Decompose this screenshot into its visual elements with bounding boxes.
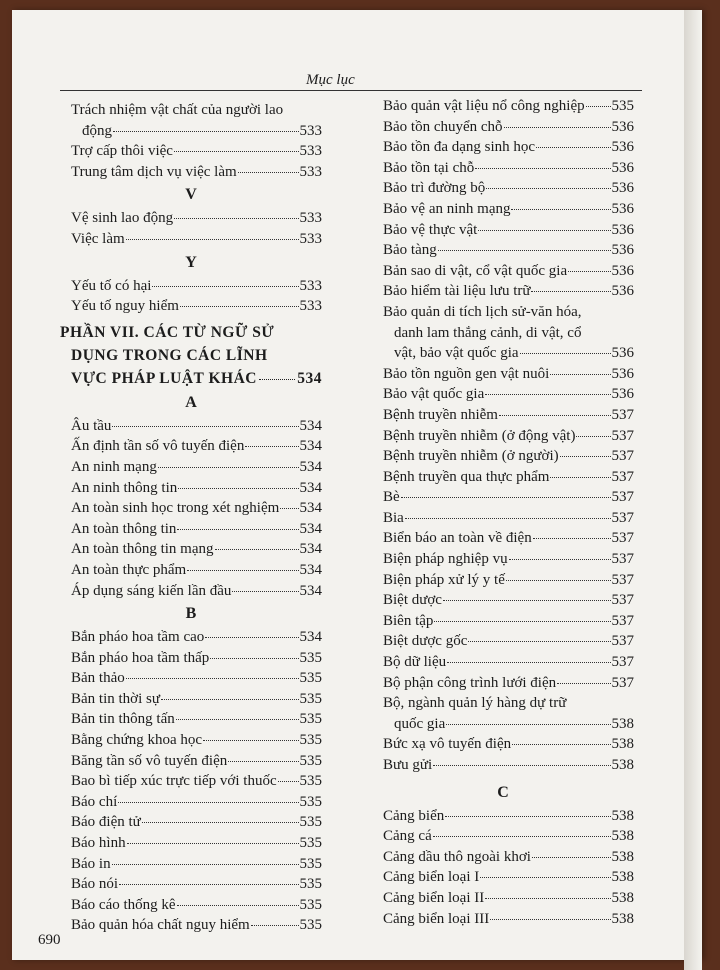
toc-entry-text: An toàn thông tin mạng bbox=[71, 541, 214, 558]
toc-entry-text: Biện pháp nghiệp vụ bbox=[383, 551, 508, 568]
toc-entry-text: Cảng biển bbox=[383, 807, 445, 824]
toc-entry-text: Bia bbox=[383, 509, 404, 526]
toc-entry-text: Bộ phận công trình lưới điện bbox=[383, 674, 557, 691]
dot-leader bbox=[557, 683, 610, 684]
dot-leader bbox=[238, 172, 299, 173]
toc-entry bbox=[372, 199, 634, 220]
toc-entry-text: Bản sao di vật, cổ vật quốc gia bbox=[383, 262, 568, 279]
page-edge bbox=[684, 10, 702, 970]
toc-entry-text: Báo điện tử bbox=[71, 814, 141, 831]
toc-entry-text: Bằng chứng khoa học bbox=[71, 732, 203, 749]
dot-leader bbox=[533, 538, 611, 539]
toc-entry-text: Ấn định tần số vô tuyến điện bbox=[71, 438, 245, 455]
toc-entry-text: Bưu gửi bbox=[383, 757, 433, 773]
header-title: Mục lục bbox=[306, 72, 355, 88]
toc-entry-text: Biển báo an toàn về điện bbox=[383, 530, 532, 547]
toc-entry-page: 537 bbox=[611, 633, 634, 650]
toc-entry-text: Bắn pháo hoa tầm thấp bbox=[71, 649, 210, 666]
toc-entry-page: 538 bbox=[611, 889, 634, 906]
toc-entry-page: 535 bbox=[299, 649, 322, 666]
toc-entry-text: Yếu tố nguy hiểm bbox=[71, 298, 179, 315]
toc-entry bbox=[60, 436, 322, 457]
dot-leader bbox=[228, 761, 298, 762]
toc-entry-page: 534 bbox=[299, 417, 322, 434]
dot-leader bbox=[215, 549, 299, 550]
toc-entry-text: Âu tầu bbox=[71, 417, 112, 434]
toc-entry-page: 537 bbox=[611, 448, 634, 465]
dot-leader bbox=[152, 286, 298, 287]
toc-entry bbox=[372, 847, 634, 868]
section-letter: V bbox=[185, 186, 197, 204]
toc-entry-text: Bệnh truyền nhiễm (ở người) bbox=[383, 448, 559, 465]
toc-entry bbox=[372, 714, 634, 735]
toc-entry bbox=[372, 405, 634, 426]
toc-entry-text: Bảo trì đường bộ bbox=[383, 180, 486, 197]
toc-entry bbox=[372, 631, 634, 652]
dot-leader bbox=[205, 637, 298, 638]
toc-entry-page: 536 bbox=[611, 262, 634, 279]
toc-entry-page: 538 bbox=[611, 715, 634, 732]
toc-entry-text: Bức xạ vô tuyến điện bbox=[383, 736, 512, 753]
toc-entry-page: 537 bbox=[611, 674, 634, 691]
dot-leader bbox=[438, 250, 611, 251]
toc-entry bbox=[60, 751, 322, 772]
dot-leader bbox=[509, 559, 611, 560]
toc-entry-page: 535 bbox=[299, 752, 322, 769]
dot-leader bbox=[434, 621, 610, 622]
toc-entry bbox=[60, 689, 322, 710]
toc-entry-text: Bản tin thông tấn bbox=[71, 711, 175, 728]
toc-entry-text: Báo in bbox=[71, 855, 111, 872]
toc-entry-text: Cảng biển loại II bbox=[383, 889, 485, 906]
toc-entry-page: 534 bbox=[299, 520, 322, 537]
toc-entry-page: 537 bbox=[611, 406, 634, 423]
dot-leader bbox=[112, 426, 298, 427]
toc-entry bbox=[60, 730, 322, 751]
section-letter: C bbox=[497, 783, 509, 801]
toc-entry-page: 535 bbox=[299, 855, 322, 872]
toc-entry-page: 536 bbox=[611, 386, 634, 403]
toc-entry-page: 534 bbox=[299, 561, 322, 578]
toc-entry-page: 535 bbox=[299, 793, 322, 810]
part-heading-page: 534 bbox=[297, 369, 322, 387]
toc-entry-page: 533 bbox=[299, 163, 322, 180]
toc-entry-page: 536 bbox=[611, 345, 634, 362]
toc-entry bbox=[372, 528, 634, 549]
toc-entry bbox=[60, 229, 322, 250]
toc-entry bbox=[60, 276, 322, 297]
dot-leader bbox=[187, 570, 298, 571]
dot-leader bbox=[485, 394, 610, 395]
dot-leader bbox=[126, 239, 299, 240]
toc-entry bbox=[372, 446, 634, 467]
toc-entry bbox=[60, 771, 322, 792]
toc-entry-text: Bệnh truyền nhiễm bbox=[383, 406, 498, 423]
toc-entry-page: 533 bbox=[299, 298, 322, 315]
dot-leader bbox=[178, 488, 298, 489]
dot-leader bbox=[447, 662, 610, 663]
toc-entry-text: Bảo quản vật liệu nổ công nghiệp bbox=[383, 98, 585, 114]
toc-entry-page: 537 bbox=[611, 489, 634, 506]
dot-leader bbox=[177, 905, 299, 906]
dot-leader bbox=[433, 836, 611, 837]
dot-leader bbox=[520, 353, 611, 354]
toc-entry-text: Bảo quản hóa chất nguy hiểm bbox=[71, 917, 250, 934]
toc-entry-page: 538 bbox=[611, 736, 634, 753]
toc-entry-page: 537 bbox=[611, 592, 634, 609]
toc-entry bbox=[372, 261, 634, 282]
toc-entry-text: Vệ sinh lao động bbox=[71, 210, 174, 227]
toc-entry bbox=[372, 549, 634, 570]
dot-leader bbox=[158, 467, 299, 468]
toc-entry-page: 533 bbox=[299, 122, 322, 139]
dot-leader bbox=[486, 188, 610, 189]
toc-entry-text: danh lam thắng cảnh, di vật, cổ bbox=[394, 324, 582, 341]
toc-entry-page: 534 bbox=[299, 582, 322, 599]
toc-entry-text: Bảo hiểm tài liệu lưu trữ bbox=[383, 283, 531, 300]
dot-leader bbox=[485, 898, 610, 899]
dot-leader bbox=[127, 843, 299, 844]
toc-entry bbox=[60, 915, 322, 936]
toc-entry-text: Bảo tồn đa dạng sinh học bbox=[383, 139, 536, 156]
toc-entry-text: Bảo tồn tại chỗ bbox=[383, 159, 475, 176]
toc-entry bbox=[60, 709, 322, 730]
toc-entry-page: 534 bbox=[299, 479, 322, 496]
dot-leader bbox=[112, 864, 299, 865]
toc-entry bbox=[60, 874, 322, 895]
toc-entry-page: 535 bbox=[299, 876, 322, 893]
toc-entry-text: Cảng cá bbox=[383, 828, 432, 845]
dot-leader bbox=[550, 374, 610, 375]
toc-entry-page: 536 bbox=[611, 365, 634, 382]
toc-entry-text: Trung tâm dịch vụ việc làm bbox=[71, 163, 237, 180]
dot-leader bbox=[568, 271, 610, 272]
toc-entry bbox=[372, 734, 634, 755]
dot-leader bbox=[478, 230, 610, 231]
toc-entry-page: 535 bbox=[299, 814, 322, 831]
toc-entry-page: 535 bbox=[299, 896, 322, 913]
toc-entry-text: Bản tin thời sự bbox=[71, 690, 160, 707]
dot-leader bbox=[490, 919, 610, 920]
toc-entry-page: 537 bbox=[611, 468, 634, 485]
dot-leader bbox=[401, 497, 611, 498]
toc-entry-page: 538 bbox=[611, 910, 634, 927]
dot-leader bbox=[113, 131, 299, 132]
toc-entry-page: 536 bbox=[611, 200, 634, 217]
dot-leader bbox=[468, 641, 610, 642]
dot-leader bbox=[506, 580, 611, 581]
page-number: 690 bbox=[38, 932, 61, 948]
toc-entry-text: Bắn pháo hoa tầm cao bbox=[71, 629, 205, 646]
toc-entry-page: 535 bbox=[299, 773, 322, 790]
toc-entry bbox=[372, 909, 634, 930]
dot-leader bbox=[405, 518, 611, 519]
toc-entry bbox=[372, 117, 634, 138]
toc-entry-page: 533 bbox=[299, 143, 322, 160]
toc-entry-page: 536 bbox=[611, 118, 634, 135]
toc-entry-text: Bảo quản di tích lịch sử-văn hóa, bbox=[383, 303, 582, 320]
toc-entry-page: 534 bbox=[299, 458, 322, 475]
toc-entry-page: 536 bbox=[611, 221, 634, 238]
toc-entry-page: 533 bbox=[299, 230, 322, 247]
toc-entry-text: Bộ, ngành quản lý hàng dự trữ bbox=[383, 695, 567, 712]
toc-entry-text: Bảo vệ an ninh mạng bbox=[383, 200, 511, 217]
toc-entry bbox=[372, 240, 634, 261]
dot-leader bbox=[174, 218, 298, 219]
toc-entry-text: Bảo tàng bbox=[383, 242, 437, 259]
toc-entry-text: Yếu tố có hại bbox=[71, 277, 152, 294]
toc-entry bbox=[60, 833, 322, 854]
toc-entry bbox=[372, 826, 634, 847]
toc-entry bbox=[372, 611, 634, 632]
toc-entry-text: Cảng dầu thô ngoài khơi bbox=[383, 848, 531, 865]
toc-entry-text: Trợ cấp thôi việc bbox=[71, 143, 173, 160]
toc-entry-page: 534 bbox=[299, 438, 322, 455]
toc-entry-text: An ninh mạng bbox=[71, 458, 157, 475]
toc-entry bbox=[372, 364, 634, 385]
dot-leader bbox=[280, 508, 298, 509]
toc-entry-text: Biệt dược gốc bbox=[383, 633, 468, 650]
toc-entry-page: 535 bbox=[299, 917, 322, 934]
toc-entry-text: Bè bbox=[383, 489, 400, 506]
toc-entry-text: An toàn thực phẩm bbox=[71, 561, 187, 578]
toc-entry-page: 534 bbox=[299, 541, 322, 558]
toc-entry-page: 535 bbox=[611, 98, 634, 114]
toc-entry bbox=[60, 648, 322, 669]
dot-leader bbox=[245, 446, 298, 447]
toc-entry-text: Biệt dược bbox=[383, 592, 442, 609]
toc-entry-text: Báo cáo thống kê bbox=[71, 896, 176, 913]
part-heading-line: PHẦN VII. CÁC TỪ NGỮ SỬ bbox=[60, 323, 275, 341]
toc-entry-text: An toàn sinh học trong xét nghiệm bbox=[71, 500, 280, 517]
toc-entry-page: 538 bbox=[611, 807, 634, 824]
toc-entry-page: 537 bbox=[611, 612, 634, 629]
toc-entry bbox=[372, 487, 634, 508]
dot-leader bbox=[532, 857, 611, 858]
dot-leader bbox=[203, 740, 298, 741]
toc-entry bbox=[372, 178, 634, 199]
dot-leader bbox=[531, 291, 610, 292]
dot-leader bbox=[251, 925, 299, 926]
toc-entry bbox=[60, 854, 322, 875]
toc-entry bbox=[60, 208, 322, 229]
toc-entry-text: động bbox=[82, 122, 112, 139]
toc-entry-text: Biên tập bbox=[383, 612, 434, 629]
toc-entry bbox=[60, 519, 322, 540]
toc-entry bbox=[60, 141, 322, 162]
toc-entry bbox=[372, 426, 634, 447]
toc-entry-text: Bảo tồn nguồn gen vật nuôi bbox=[383, 365, 550, 382]
toc-entry-page: 536 bbox=[611, 159, 634, 176]
dot-leader bbox=[210, 658, 298, 659]
toc-entry-text: Áp dụng sáng kiến lần đầu bbox=[71, 582, 232, 599]
toc-entry-text: Báo chí bbox=[71, 793, 118, 810]
dot-leader bbox=[475, 168, 610, 169]
toc-entry-page: 533 bbox=[299, 210, 322, 227]
part-heading-line: DỤNG TRONG CÁC LĨNH bbox=[71, 346, 268, 364]
dot-leader bbox=[550, 477, 610, 478]
toc-entry-page: 538 bbox=[611, 828, 634, 845]
dot-leader bbox=[161, 699, 299, 700]
dot-leader bbox=[259, 379, 295, 380]
dot-leader bbox=[174, 151, 299, 152]
toc-entry-text: Báo nói bbox=[71, 876, 119, 893]
toc-entry bbox=[60, 498, 322, 519]
toc-entry-text: Bảo tồn chuyển chỗ bbox=[383, 118, 503, 135]
dot-leader bbox=[443, 600, 611, 601]
toc-entry bbox=[372, 281, 634, 302]
toc-entry bbox=[372, 137, 634, 158]
dot-leader bbox=[177, 529, 298, 530]
toc-entry bbox=[60, 162, 322, 183]
toc-entry-text: Biện pháp xử lý y tế bbox=[383, 571, 505, 588]
toc-entry-text: Cảng biển loại I bbox=[383, 869, 480, 886]
part-heading-line bbox=[60, 367, 322, 390]
toc-entry-text: Bệnh truyền qua thực phẩm bbox=[383, 468, 550, 485]
toc-entry bbox=[372, 158, 634, 179]
toc-entry bbox=[372, 467, 634, 488]
toc-entry-page: 536 bbox=[611, 180, 634, 197]
dot-leader bbox=[586, 106, 611, 107]
header-rule bbox=[60, 90, 642, 91]
toc-entry bbox=[60, 478, 322, 499]
dot-leader bbox=[445, 816, 610, 817]
dot-leader bbox=[126, 678, 299, 679]
toc-entry bbox=[60, 121, 322, 142]
dot-leader bbox=[119, 884, 298, 885]
dot-leader bbox=[536, 147, 610, 148]
toc-entry-text: Bảo vật quốc gia bbox=[383, 386, 485, 403]
toc-entry-text: Bao bì tiếp xúc trực tiếp với thuốc bbox=[71, 773, 277, 790]
toc-entry-page: 538 bbox=[611, 757, 634, 773]
dot-leader bbox=[446, 724, 610, 725]
toc-entry-page: 536 bbox=[611, 242, 634, 259]
toc-entry bbox=[60, 581, 322, 602]
toc-entry-page: 534 bbox=[299, 500, 322, 517]
toc-entry bbox=[60, 296, 322, 317]
toc-entry bbox=[60, 812, 322, 833]
toc-entry bbox=[372, 888, 634, 909]
toc-entry-page: 536 bbox=[611, 283, 634, 300]
dot-leader bbox=[176, 719, 299, 720]
toc-entry bbox=[372, 673, 634, 694]
toc-entry-page: 533 bbox=[299, 277, 322, 294]
right-column bbox=[372, 96, 634, 929]
toc-entry bbox=[60, 668, 322, 689]
toc-entry-page: 537 bbox=[611, 427, 634, 444]
part-heading-text: VỰC PHÁP LUẬT KHÁC bbox=[71, 369, 257, 387]
toc-entry bbox=[372, 343, 634, 364]
toc-entry-page: 535 bbox=[299, 711, 322, 728]
toc-entry-page: 538 bbox=[611, 869, 634, 886]
toc-entry-page: 537 bbox=[611, 530, 634, 547]
toc-entry-text: Việc làm bbox=[71, 230, 125, 247]
toc-entry-text: Bệnh truyền nhiễm (ở động vật) bbox=[383, 427, 576, 444]
toc-entry-text: Bộ dữ liệu bbox=[383, 654, 447, 671]
toc-entry-page: 534 bbox=[299, 629, 322, 646]
left-column bbox=[60, 100, 322, 936]
dot-leader bbox=[499, 415, 611, 416]
toc-entry-page: 536 bbox=[611, 139, 634, 156]
toc-entry-text: Cảng biển loại III bbox=[383, 910, 490, 927]
dot-leader bbox=[560, 456, 611, 457]
toc-entry bbox=[372, 508, 634, 529]
toc-entry bbox=[60, 457, 322, 478]
dot-leader bbox=[504, 127, 611, 128]
toc-entry-page: 535 bbox=[299, 835, 322, 852]
toc-entry-text: Trách nhiệm vật chất của người lao bbox=[71, 102, 284, 118]
toc-entry-page: 537 bbox=[611, 509, 634, 526]
toc-entry bbox=[372, 570, 634, 591]
toc-entry bbox=[60, 560, 322, 581]
toc-entry-text: An ninh thông tin bbox=[71, 479, 178, 496]
toc-entry-text: quốc gia bbox=[394, 715, 446, 732]
toc-entry-text: Bảo vệ thực vật bbox=[383, 221, 478, 238]
toc-entry-page: 538 bbox=[611, 848, 634, 865]
toc-entry bbox=[60, 627, 322, 648]
dot-leader bbox=[511, 209, 610, 210]
toc-entry bbox=[372, 806, 634, 827]
toc-entry bbox=[372, 220, 634, 241]
dot-leader bbox=[433, 765, 610, 766]
section-letter: Y bbox=[185, 253, 197, 271]
toc-entry bbox=[372, 867, 634, 888]
dot-leader bbox=[512, 744, 610, 745]
toc-entry bbox=[372, 384, 634, 405]
toc-entry-text: Bản thảo bbox=[71, 670, 125, 687]
toc-entry bbox=[372, 755, 634, 776]
toc-entry-page: 535 bbox=[299, 690, 322, 707]
dot-leader bbox=[278, 781, 299, 782]
toc-entry bbox=[60, 416, 322, 437]
dot-leader bbox=[480, 877, 610, 878]
toc-entry-page: 535 bbox=[299, 670, 322, 687]
toc-entry-text: vật, bảo vật quốc gia bbox=[394, 345, 519, 362]
toc-entry bbox=[60, 895, 322, 916]
part-heading bbox=[60, 321, 322, 390]
toc-entry bbox=[60, 539, 322, 560]
dot-leader bbox=[118, 802, 298, 803]
toc-entry-text: Băng tần số vô tuyến điện bbox=[71, 752, 228, 769]
toc-entry bbox=[372, 96, 634, 117]
dot-leader bbox=[576, 436, 610, 437]
dot-leader bbox=[180, 306, 299, 307]
dot-leader bbox=[142, 822, 299, 823]
toc-entry-page: 535 bbox=[299, 732, 322, 749]
toc-entry-page: 537 bbox=[611, 551, 634, 568]
toc-entry-page: 537 bbox=[611, 571, 634, 588]
toc-entry-page: 537 bbox=[611, 654, 634, 671]
section-letter: B bbox=[185, 605, 197, 623]
toc-entry bbox=[372, 590, 634, 611]
dot-leader bbox=[232, 591, 298, 592]
toc-entry bbox=[372, 652, 634, 673]
toc-entry-text: An toàn thông tin bbox=[71, 520, 177, 537]
section-letter: A bbox=[185, 393, 197, 411]
toc-entry-text: Báo hình bbox=[71, 835, 126, 852]
toc-entry bbox=[60, 792, 322, 813]
